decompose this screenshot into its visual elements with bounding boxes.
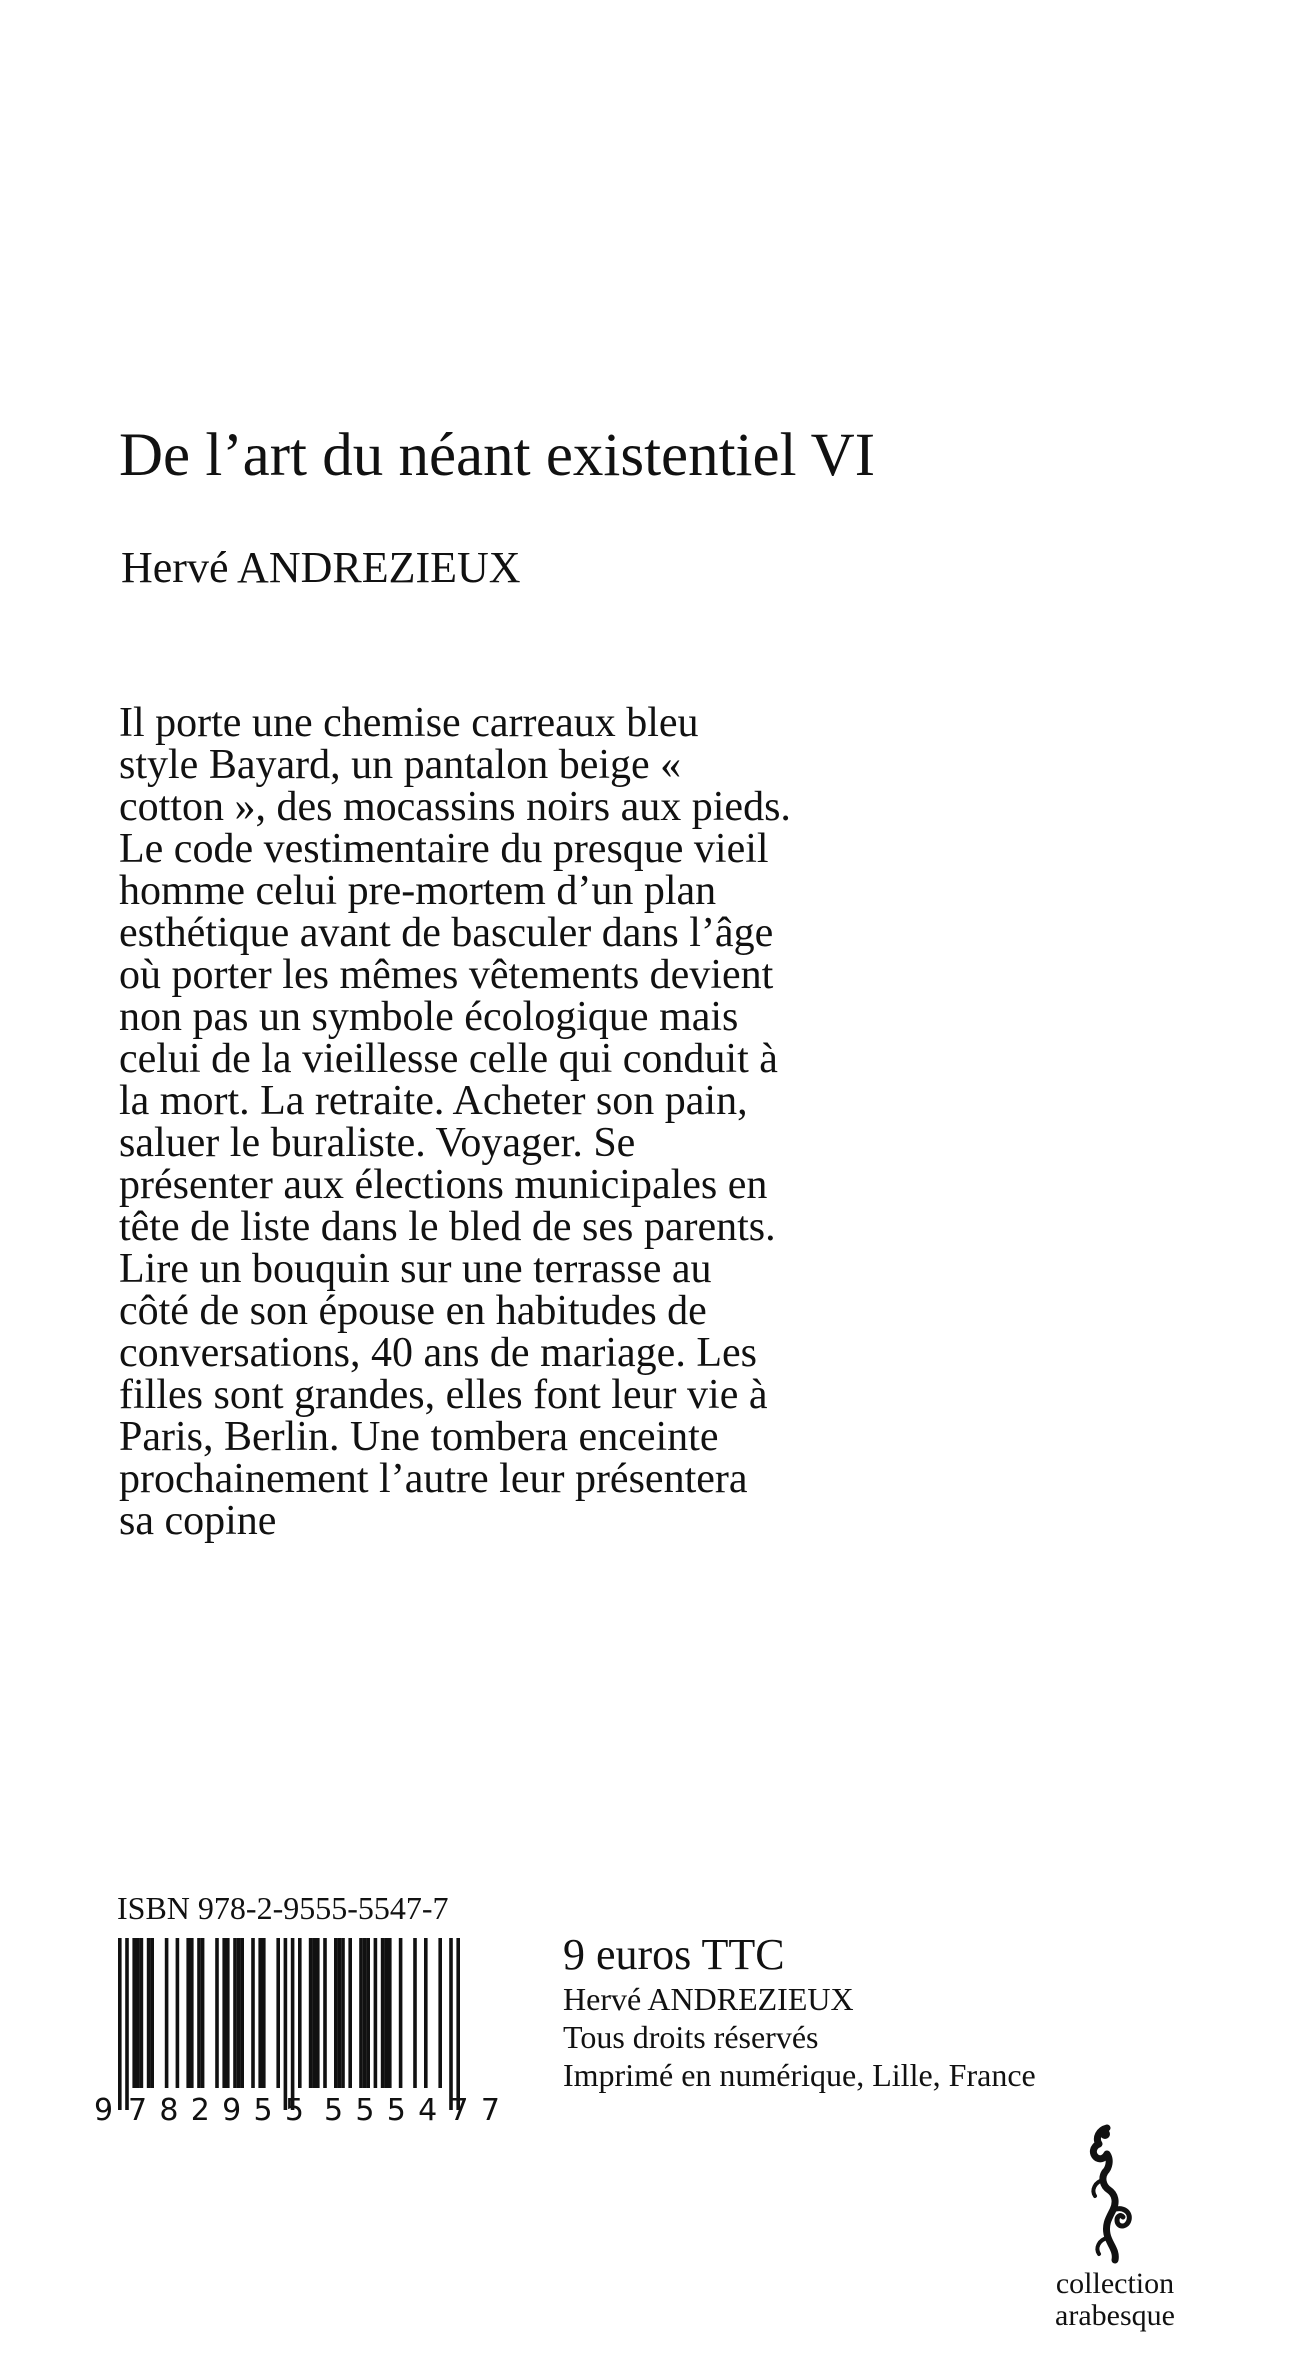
barcode-bar	[323, 1938, 327, 2088]
barcode-bar	[413, 1938, 417, 2088]
barcode-bar	[276, 1938, 280, 2088]
barcode-bar	[226, 1938, 230, 2088]
barcode-bar	[251, 1938, 255, 2088]
barcode-bar	[136, 1938, 140, 2088]
barcode-bar	[334, 1938, 338, 2088]
blurb-line: prochainement l’autre leur présentera	[119, 1456, 748, 1502]
barcode-bar	[186, 1938, 190, 2088]
barcode-bar	[165, 1938, 169, 2088]
barcode-bar	[359, 1938, 363, 2088]
barcode-bar	[298, 1938, 302, 2088]
barcode-bar	[438, 1938, 442, 2088]
blurb-line: sa copine	[119, 1498, 277, 1544]
barcode-bar	[150, 1938, 154, 2088]
publisher-author: Hervé ANDREZIEUX	[563, 1981, 854, 2017]
collection-line1: collection	[1055, 2267, 1175, 2300]
blurb-line: celui de la vieillesse celle qui conduit à	[119, 1036, 778, 1082]
blurb-line: présenter aux élections municipales en	[119, 1162, 768, 1208]
barcode-bar	[374, 1938, 378, 2088]
blurb-line: la mort. La retraite. Acheter son pain,	[119, 1078, 748, 1124]
barcode-bar	[118, 1938, 122, 2110]
blurb-line: saluer le buraliste. Voyager. Se	[119, 1120, 636, 1166]
barcode-bar	[197, 1938, 201, 2088]
barcode-bars	[118, 1938, 460, 2110]
barcode-bar	[381, 1938, 385, 2088]
barcode-bar	[258, 1938, 262, 2088]
blurb-line: Il porte une chemise carreaux bleu	[119, 700, 699, 746]
rights-notice: Tous droits réservés	[563, 2019, 819, 2055]
printing-notice: Imprimé en numérique, Lille, France	[563, 2057, 1036, 2093]
blurb-line: Paris, Berlin. Une tombera enceinte	[119, 1414, 719, 1460]
barcode-bar	[384, 1938, 388, 2088]
barcode-bar	[424, 1938, 428, 2088]
barcode-right-digits: 555477	[324, 2093, 500, 2126]
blurb-line: homme celui pre-mortem d’un plan	[119, 868, 717, 914]
barcode-bar	[140, 1938, 144, 2088]
barcode-bar	[338, 1938, 342, 2088]
blurb-line: tête de liste dans le bled de ses parents.	[119, 1204, 776, 1250]
blurb-line: côté de son épouse en habitudes de	[119, 1288, 707, 1334]
blurb-line: non pas un symbole écologique mais	[119, 994, 739, 1040]
isbn-barcode	[88, 1936, 508, 2126]
isbn-label: ISBN 978-2-9555-5547-7	[117, 1890, 449, 1926]
barcode-bar	[262, 1938, 266, 2088]
collection-line2: arabesque	[1055, 2299, 1175, 2332]
barcode-bar	[201, 1938, 205, 2088]
barcode-bar	[237, 1938, 241, 2088]
blurb-line: filles sont grandes, elles font leur vie à	[119, 1372, 768, 1418]
barcode-bar	[233, 1938, 237, 2088]
blurb-line: cotton », des mocassins noirs aux pieds.	[119, 784, 791, 830]
blurb-line: esthétique avant de basculer dans l’âge	[119, 910, 774, 956]
barcode-bar	[190, 1938, 194, 2088]
barcode-bar	[348, 1938, 352, 2088]
barcode-bar	[363, 1938, 367, 2088]
barcode-first-digit: 9	[94, 2093, 114, 2126]
barcode-bar	[125, 1938, 129, 2110]
barcode-bar	[449, 1938, 453, 2110]
blurb-line: conversations, 40 ans de mariage. Les	[119, 1330, 757, 1376]
barcode-bar	[215, 1938, 219, 2088]
barcode-bar	[399, 1938, 403, 2088]
collection-logo-text	[1040, 2268, 1190, 2332]
barcode-graphic	[88, 1936, 508, 2126]
barcode-bar	[132, 1938, 136, 2088]
barcode-bar	[240, 1938, 244, 2088]
blurb-line: où porter les mêmes vêtements devient	[119, 952, 774, 998]
book-title: De l’art du néant existentiel VI	[119, 422, 876, 489]
barcode-bar	[456, 1938, 460, 2110]
barcode-left-digits: 782955	[128, 2093, 304, 2126]
barcode-bar	[388, 1938, 392, 2088]
blurb-line: Lire un bouquin sur une terrasse au	[119, 1246, 712, 1292]
book-author: Hervé ANDREZIEUX	[121, 543, 521, 592]
back-cover-blurb	[119, 702, 1019, 1542]
barcode-bar	[341, 1938, 345, 2088]
seahorse-ornament-icon	[1055, 2120, 1155, 2270]
barcode-bar	[147, 1938, 151, 2088]
barcode-bar	[366, 1938, 370, 2088]
barcode-bar	[312, 1938, 316, 2088]
publication-info	[563, 1930, 1036, 2094]
barcode-bar	[291, 1938, 295, 2110]
barcode-bar	[176, 1938, 180, 2088]
blurb-line: Le code vestimentaire du presque vieil	[119, 826, 769, 872]
barcode-bar	[309, 1938, 313, 2088]
barcode-bar	[284, 1938, 288, 2110]
barcode-bar	[316, 1938, 320, 2088]
price: 9 euros TTC	[563, 1930, 785, 1979]
blurb-line: style Bayard, un pantalon beige «	[119, 742, 682, 788]
barcode-bar	[222, 1938, 226, 2088]
